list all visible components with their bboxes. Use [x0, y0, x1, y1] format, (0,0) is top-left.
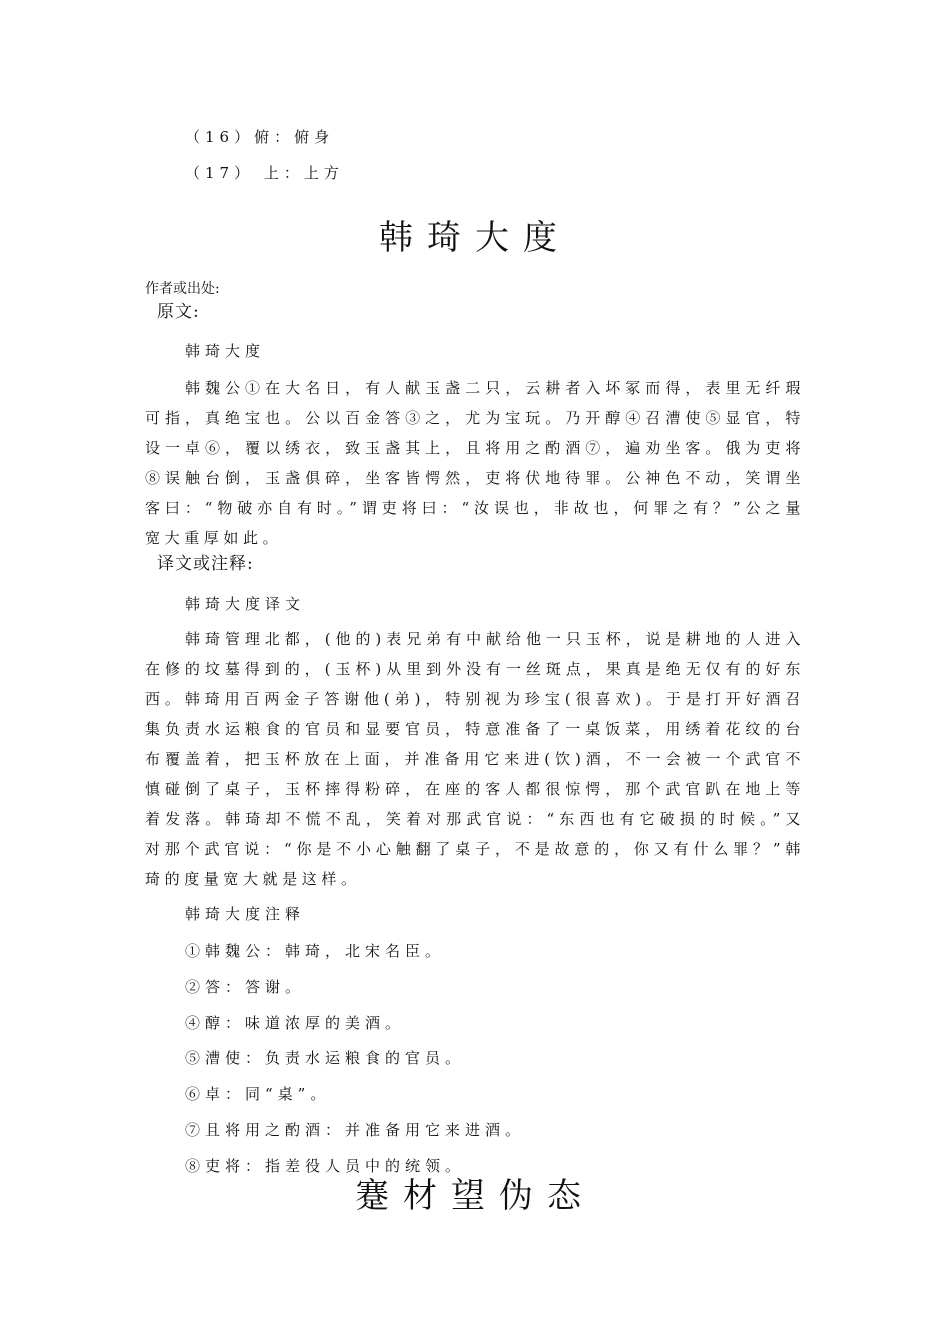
translation-text: 韩琦管理北都，(他的)表兄弟有中献给他一只玉杯，说是耕地的人进入在修的坟墓得到的，(玉杯)从里到外没有一丝斑点，果真是绝无仅有的好东西。韩琦用百两金子答谢他(弟)，特别视为珍宝(很喜欢)。于是打开好酒召集负责水运粮食的官员和显要官员，特意准备了一桌饭菜，用绣着花纹的台布覆盖着，把玉杯放在上面，并准备用它来进(饮)酒，不一会被一个武官不慎碰倒了桌子，玉杯摔得粉碎，在座的客人都很惊愕，那个武官趴在地上等着发落。韩琦却不慌不乱，笑着对那武官说：“东西也有它破损的时候。”又对那个武官说：“你是不小心触翻了桌子，不是故意的，你又有什么罪？”韩琦的度量宽大就是这样。 — [145, 630, 805, 888]
note-item: ⑤漕使：负责水运粮食的官员。 — [185, 1049, 466, 1067]
original-subtitle: 韩琦大度 — [185, 342, 266, 360]
original-header: 原文: — [157, 302, 200, 322]
note-item: ⑧吏将：指差役人员中的统领。 — [185, 1157, 466, 1175]
next-title: 蹇材望伪态 — [355, 1176, 595, 1216]
page-title: 韩琦大度 — [379, 218, 571, 258]
prev-note-17: （17） 上：上方 — [185, 164, 344, 182]
note-item: ①韩魏公：韩琦，北宋名臣。 — [185, 942, 446, 960]
notes-subtitle: 韩琦大度注释 — [185, 905, 306, 923]
author-label: 作者或出处: — [145, 281, 220, 297]
translation-subtitle: 韩琦大度译文 — [185, 595, 306, 613]
note-item: ②答：答谢。 — [185, 978, 306, 996]
translation-header: 译文或注释: — [157, 554, 254, 574]
note-item: ④醇：味道浓厚的美酒。 — [185, 1014, 406, 1032]
note-item: ⑥卓：同“桌”。 — [185, 1085, 331, 1103]
note-item: ⑦且将用之酌酒：并准备用它来进酒。 — [185, 1121, 526, 1139]
prev-note-16: （16）俯：俯身 — [185, 128, 335, 146]
original-text: 韩魏公①在大名日，有人献玉盏二只，云耕者入坏冢而得，表里无纤瑕可指，真绝宝也。公以百金答③之，尤为宝玩。乃开醇④召漕使⑤显官，特设一卓⑥，覆以绣衣，致玉盏其上，且将用之酌酒⑦，遍劝坐客。俄为吏将⑧误触台倒，玉盏俱碎，坐客皆愕然，吏将伏地待罪。公神色不动，笑谓坐客曰：“物破亦自有时。”谓吏将曰：“汝误也，非故也，何罪之有？”公之量宽大重厚如此。 — [145, 379, 805, 547]
